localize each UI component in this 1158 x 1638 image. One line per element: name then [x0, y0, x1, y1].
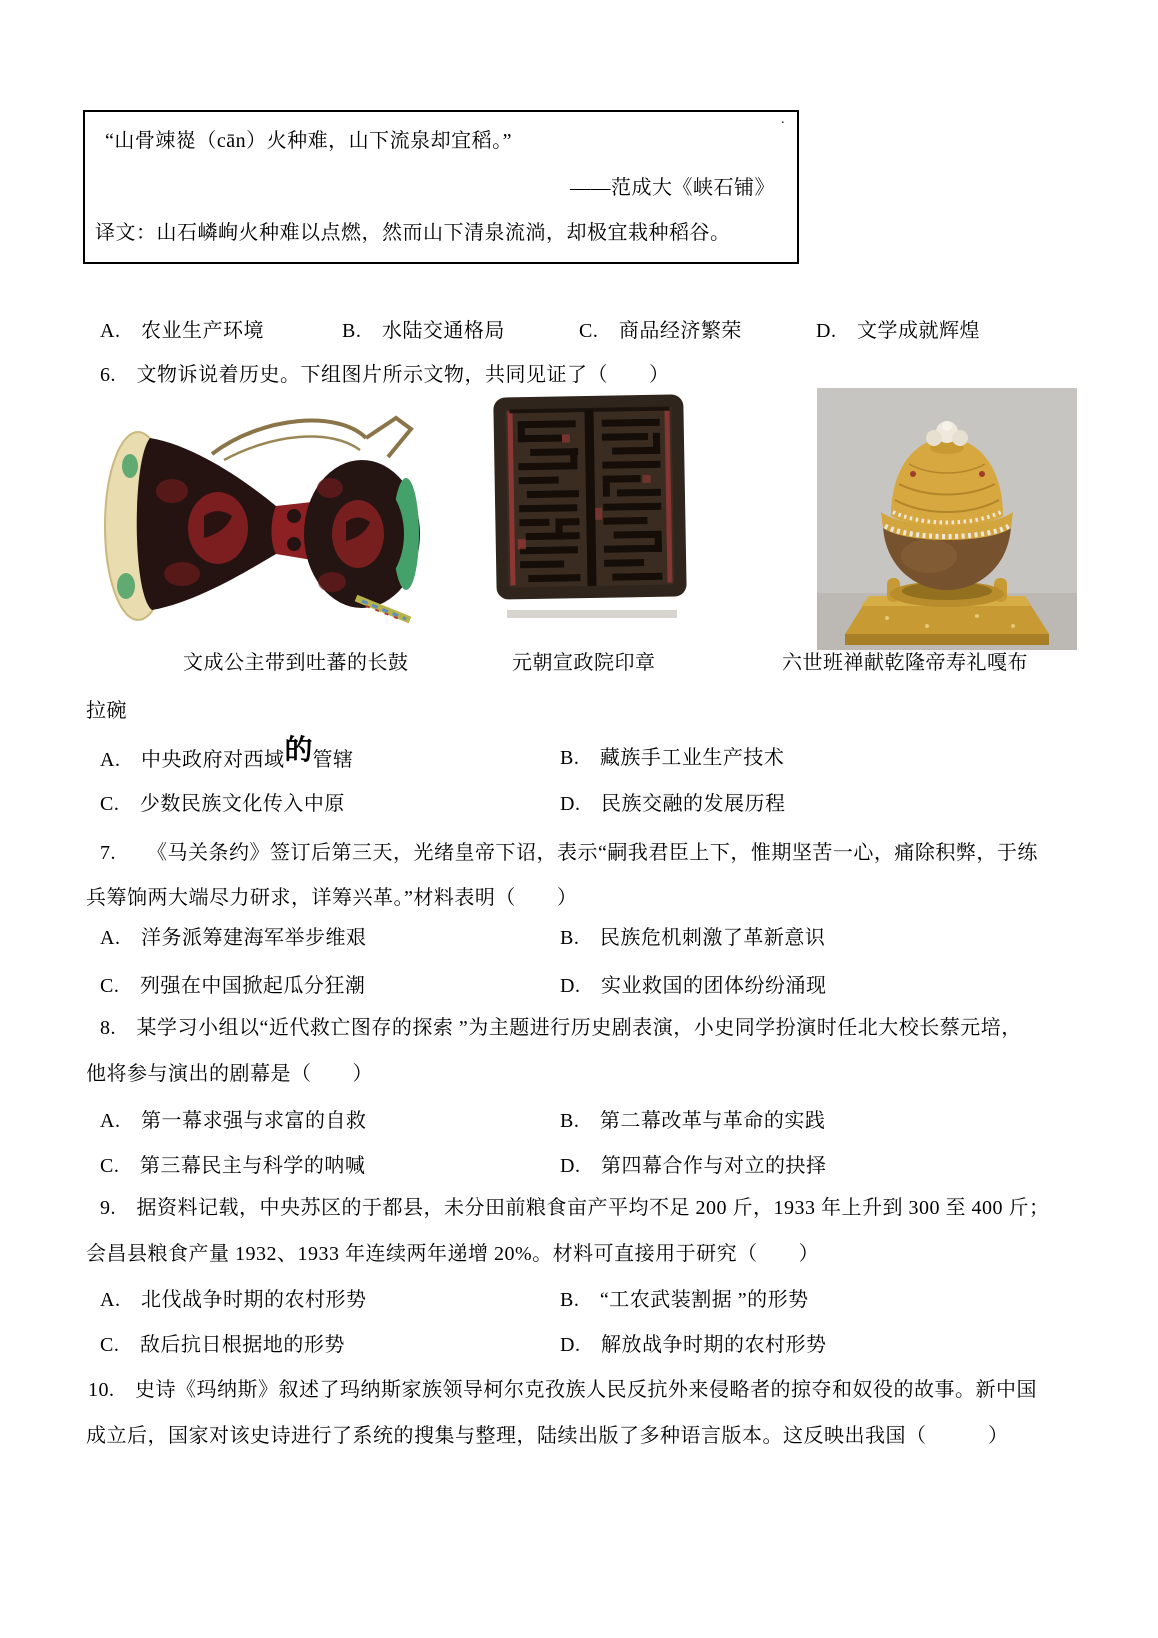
- seal-image: [467, 388, 712, 620]
- q8-stem-line1: 8. 某学习小组以“近代救亡图存的探索 ”为主题进行历史剧表演，小史同学扮演时任北大校长蔡元培，: [100, 1017, 1022, 1039]
- q8-option-d: D. 第四幕合作与对立的抉择: [560, 1155, 827, 1177]
- q7-stem-line1: 7. 《马关条约》签订后第三天，光绪皇帝下诏，表示“嗣我君臣上下，惟期坚苦一心，痛除积弊，于练: [100, 842, 1038, 864]
- q5-option-c: C. 商品经济繁荣: [579, 320, 742, 342]
- quote-verse: “山骨竦嵸（cān）火种难，山下流泉却宜稻。”: [105, 130, 513, 152]
- seal-caption: 元朝宣政院印章: [512, 652, 656, 674]
- q9-option-row-ab: [100, 1287, 1100, 1313]
- q6-option-row-ab: [100, 735, 1100, 771]
- seal-illustration: [467, 388, 712, 620]
- quote-box: [83, 110, 799, 264]
- drum-illustration: [100, 396, 452, 624]
- bowl-caption-line1: 六世班禅献乾隆帝寿礼嘎布: [782, 652, 1028, 674]
- q7-option-d: D. 实业救国的团体纷纷涌现: [560, 975, 827, 997]
- q6-option-b: B. 藏族手工业生产技术: [560, 747, 785, 769]
- q10-stem-line1: 10. 史诗《玛纳斯》叙述了玛纳斯家族领导柯尔克孜族人民反抗外来侵略者的掠夺和奴役的故事。新中国: [88, 1379, 1037, 1401]
- q7-stem-line2: 兵筹饷两大端尽力研求，详筹兴革。”材料表明（ ）: [86, 887, 578, 909]
- quote-attribution: ——范成大《峡石铺》: [570, 177, 775, 199]
- q9-stem-line2: 会昌县粮食产量 1932、1933 年连续两年递增 20%。材料可直接用于研究（ ）: [86, 1243, 820, 1265]
- bowl-caption-line2: 拉碗: [86, 700, 127, 722]
- bowl-illustration: [817, 388, 1077, 650]
- stray-dot: .: [781, 112, 785, 127]
- q7-option-row-cd: [100, 973, 1100, 999]
- q5-option-d: D. 文学成就辉煌: [816, 320, 980, 342]
- q8-stem-line2: 他将参与演出的剧幕是（ ）: [86, 1063, 373, 1085]
- q6-option-a-post: 管辖: [312, 749, 354, 771]
- q8-option-c: C. 第三幕民主与科学的呐喊: [100, 1155, 366, 1177]
- q5-option-a: A. 农业生产环境: [100, 320, 264, 342]
- q7-option-a: A. 洋务派筹建海军举步维艰: [100, 927, 367, 949]
- q8-option-b: B. 第二幕改革与革命的实践: [560, 1110, 826, 1132]
- q7-option-b: B. 民族危机刺激了革新意识: [560, 927, 826, 949]
- q8-option-a: A. 第一幕求强与求富的自救: [100, 1110, 367, 1132]
- q5-option-b: B. 水陆交通格局: [342, 320, 505, 342]
- q5-option-row: [100, 318, 1100, 344]
- q7-option-c: C. 列强在中国掀起瓜分狂潮: [100, 975, 366, 997]
- q10-stem-line2: 成立后，国家对该史诗进行了系统的搜集与整理，陆续出版了多种语言版本。这反映出我国（ ）: [86, 1425, 1009, 1447]
- q8-option-row-ab: [100, 1108, 1100, 1134]
- q9-option-a: A. 北伐战争时期的农村形势: [100, 1289, 367, 1311]
- q6-option-row-cd: [100, 791, 1100, 817]
- q6-option-a-pre: A. 中央政府对西域: [100, 749, 285, 771]
- drum-caption: 文成公主带到吐蕃的长鼓: [183, 652, 409, 674]
- q6-option-a-big-de: 的: [284, 735, 313, 766]
- q7-option-row-ab: [100, 925, 1100, 951]
- q6-stem: 6. 文物诉说着历史。下组图片所示文物，共同见证了（ ）: [100, 364, 670, 386]
- q9-option-b: B. “工农武装割据 ”的形势: [560, 1289, 809, 1311]
- q9-option-d: D. 解放战争时期的农村形势: [560, 1334, 827, 1356]
- bowl-image: [817, 388, 1077, 650]
- q9-stem-line1: 9. 据资料记载，中央苏区的于都县，未分田前粮食亩产平均不足 200 斤，1933 年上升到 300 至 400 斤；: [100, 1197, 1050, 1219]
- q9-option-c: C. 敌后抗日根据地的形势: [100, 1334, 345, 1356]
- q9-option-row-cd: [100, 1332, 1100, 1358]
- drum-image: [100, 396, 452, 624]
- q6-option-c: C. 少数民族文化传入中原: [100, 793, 345, 815]
- quote-translation: 译文：山石嶙峋火种难以点燃，然而山下清泉流淌，却极宜栽种稻谷。: [95, 222, 731, 244]
- q6-option-d: D. 民族交融的发展历程: [560, 793, 786, 815]
- q6-option-a: [100, 735, 354, 773]
- q8-option-row-cd: [100, 1153, 1100, 1179]
